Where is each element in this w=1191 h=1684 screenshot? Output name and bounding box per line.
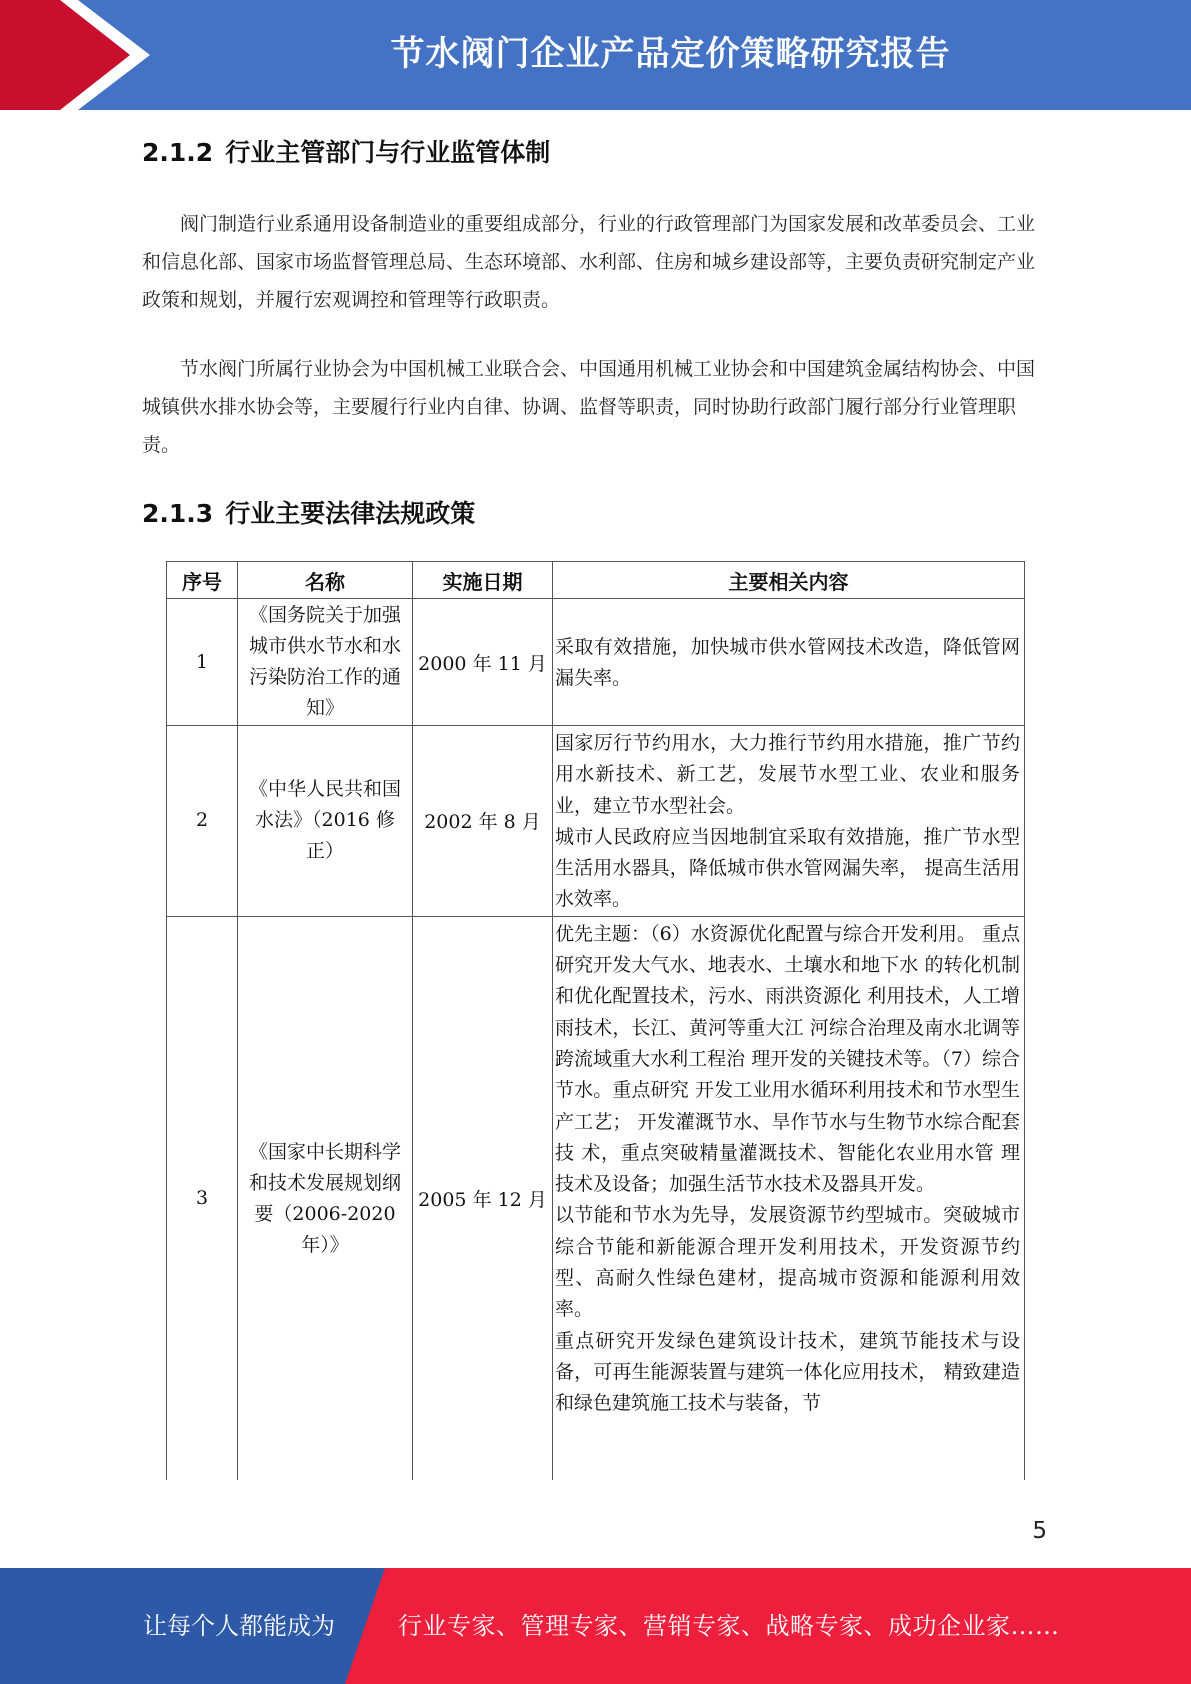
table-row xyxy=(167,916,1025,1480)
section-heading-2-1-3 xyxy=(142,494,475,530)
row-name: 《中华人民共和国水法》（2016 修正） xyxy=(238,726,413,917)
footer-slogan-right: 行业专家、管理专家、营销专家、战略专家、成功企业家…… xyxy=(398,1612,1060,1640)
row-name: 《国家中长期科学和技术发展规划纲要（2006-2020 年）》 xyxy=(238,916,413,1480)
policy-table xyxy=(166,561,1025,1480)
content-paragraph: 采取有效措施，加快城市供水管网技术改造，降低管网漏失率。 xyxy=(555,635,1020,689)
section-title: 行业主要法律法规政策 xyxy=(225,499,476,528)
section-number: 2.1.3 xyxy=(142,499,214,528)
header-red-arrow xyxy=(0,0,150,110)
content-paragraph: 国家厉行节约用水，大力推行节约用水措施，推广节约用水新技术、新工艺，发展节水型工业、农业和服务业，建立节水型社会。 xyxy=(555,732,1020,817)
content-paragraph: 重点研究开发绿色建筑设计技术，建筑节能技术与设备，可再生能源装置与建筑一体化应用技术， 精致建造和绿色建筑施工技术与装备，节 xyxy=(555,1329,1020,1415)
content-paragraph: 优先主题：（6）水资源优化配置与综合开发利用。 重点研究开发大气水、地表水、土壤水和地下水 的转化机制和优化配置技术，污水、雨洪资源化 利用技术，人工增雨技术，长江、黄河等重大江 河综合治理及南水北调等跨流域重大水利工程治 理开发的关键技术等。（7）综合节水。重点研究 开发工业用水循环利用技术和节水型生产工艺； 开发灌溉节水、旱作节水与生物节水综合配套技 术，重点突破精量灌溉技术、智能化农业用水管 理技术及设备；加强生活节水技术及器具开发。 xyxy=(555,922,1020,1196)
row-no: 3 xyxy=(167,916,238,1480)
footer-slogan-left: 让每个人都能成为 xyxy=(143,1612,335,1640)
section-title: 行业主管部门与行业监管体制 xyxy=(225,138,551,167)
header-no: 序号 xyxy=(167,562,238,599)
header-name: 名称 xyxy=(238,562,413,599)
page-number: 5 xyxy=(1032,1518,1047,1544)
row-name: 《国务院关于加强城市供水节水和水污染防治工作的通知》 xyxy=(238,599,413,726)
table-header-row xyxy=(167,562,1025,599)
paragraph-associations: 节水阀门所属行业协会为中国机械工业联合会、中国通用机械工业协会和中国建筑金属结构协会、中国城镇供水排水协会等，主要履行行业内自律、协调、监督等职责，同时协助行政部门履行部分行业管理职责。 xyxy=(142,358,1036,456)
row-date: 2005 年 12 月 xyxy=(413,916,553,1480)
header-content: 主要相关内容 xyxy=(553,562,1025,599)
row-content xyxy=(553,599,1025,726)
content-paragraph: 城市人民政府应当因地制宜采取有效措施，推广节水型生活用水器具，降低城市供水管网漏失率， 提高生活用水效率。 xyxy=(555,825,1020,911)
paragraph-regulators: 阀门制造行业系通用设备制造业的重要组成部分，行业的行政管理部门为国家发展和改革委员会、工业和信息化部、国家市场监督管理总局、生态环境部、水利部、住房和城乡建设部等，主要负责研究制定产业政策和规划，并履行宏观调控和管理等行政职责。 xyxy=(142,213,1036,311)
page-header xyxy=(0,0,1191,110)
page-footer xyxy=(0,1568,1191,1684)
section-heading-2-1-2 xyxy=(142,133,550,169)
row-no: 2 xyxy=(167,726,238,917)
table-row xyxy=(167,599,1025,726)
content-paragraph: 以节能和节水为先导，发展资源节约型城市。突破城市综合节能和新能源合理开发利用技术，开发资源节约型、高耐久性绿色建材，提高城市资源和能源利用效率。 xyxy=(555,1204,1020,1321)
row-no: 1 xyxy=(167,599,238,726)
section-number: 2.1.2 xyxy=(142,138,214,167)
row-date: 2002 年 8 月 xyxy=(413,726,553,917)
header-date: 实施日期 xyxy=(413,562,553,599)
row-date: 2000 年 11 月 xyxy=(413,599,553,726)
row-content xyxy=(553,916,1025,1480)
table-row xyxy=(167,726,1025,917)
row-content xyxy=(553,726,1025,917)
report-title: 节水阀门企业产品定价策略研究报告 xyxy=(390,34,951,74)
